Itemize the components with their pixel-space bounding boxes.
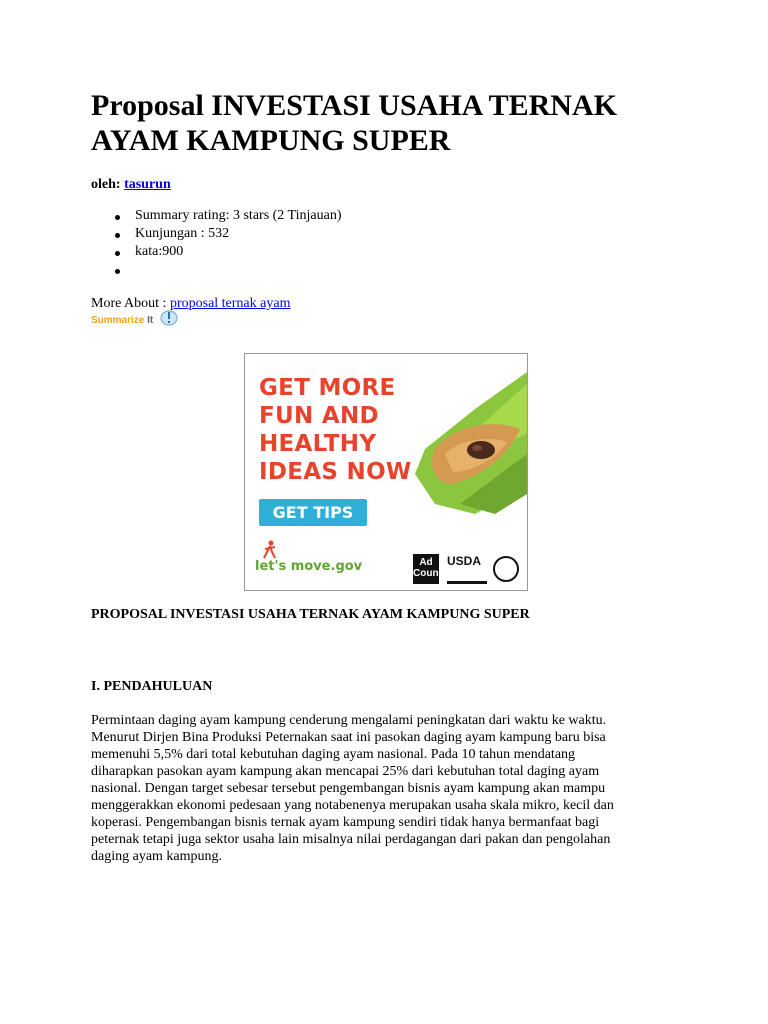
body-paragraph [91,712,691,865]
author-link[interactable]: tasurun [124,177,171,192]
get-tips-button[interactable]: GET TIPS [259,499,367,526]
author-line [91,177,691,193]
more-about [91,296,691,312]
list-item: Summary rating: 3 stars (2 Tinjauan) [91,207,691,225]
summarize-word: Summarize [91,315,145,326]
more-about-label: More About : [91,296,167,311]
paragraph-line: Menurut Dirjen Bina Produksi Peternakan saat ini pasokan daging ayam kampung baru bisa [91,730,606,745]
page-title: Proposal INVESTASI USAHA TERNAK AYAM KAMPUNG SUPER [91,89,617,157]
paragraph-line: daging ayam kampung. [91,849,223,864]
paragraph-line: memenuhi 5,5% dari total kebutuhan daging ayam nasional. Pada 10 tahun mendatang [91,747,576,762]
ad-banner[interactable] [244,353,528,591]
author-label: oleh: [91,177,121,192]
summarize-it-button[interactable] [91,315,691,333]
usda-logo: USDA [447,554,487,584]
document-header [91,88,691,333]
meta-list [91,207,691,279]
paragraph-line: peternak tetapi juga sektor usaha lain misalnya nilai perdagangan dari pakan dan pengolahan [91,832,611,847]
document-heading: PROPOSAL INVESTASI USAHA TERNAK AYAM KAMPUNG SUPER [91,607,530,622]
list-item: Kunjungan : 532 [91,225,691,243]
lets-move-logo: let's move.gov [255,559,363,574]
paragraph-line: Permintaan daging ayam kampung cenderung mengalami peningkatan dari waktu ke waktu. [91,713,607,728]
ad-headline-line: GET MORE [259,375,396,401]
speech-bubble-icon [160,309,178,327]
ad-council-logo: Ad Council [413,554,439,584]
paragraph-line: diharapkan pasokan ayam kampung akan mencapai 25% dari kebutuhan total daging ayam [91,764,600,779]
ad-headline-line: HEALTHY [259,431,377,457]
list-item [91,261,691,279]
summarize-it: It [147,315,154,326]
running-figure-icon [263,540,277,560]
paragraph-line: koperasi. Pengembangan bisnis ternak ayam kampung sendiri tidak hanya bermanfaat bagi [91,815,600,830]
ad-headline-line: FUN AND [259,403,379,429]
list-item: kata:900 [91,243,691,261]
more-about-link[interactable]: proposal ternak ayam [169,296,291,311]
section-heading: I. PENDAHULUAN [91,679,213,694]
ad-headline [259,374,412,486]
paragraph-line: menggerakkan ekonomi pedesaan yang notabenenya merupakan usaha skala mikro, kecil dan [91,798,614,813]
ad-headline-line: IDEAS NOW [259,459,412,485]
hhs-logo-icon [493,556,519,582]
paragraph-line: nasional. Dengan target sebesar tersebut pengembangan bisnis ayam kampung akan mampu [91,781,606,796]
